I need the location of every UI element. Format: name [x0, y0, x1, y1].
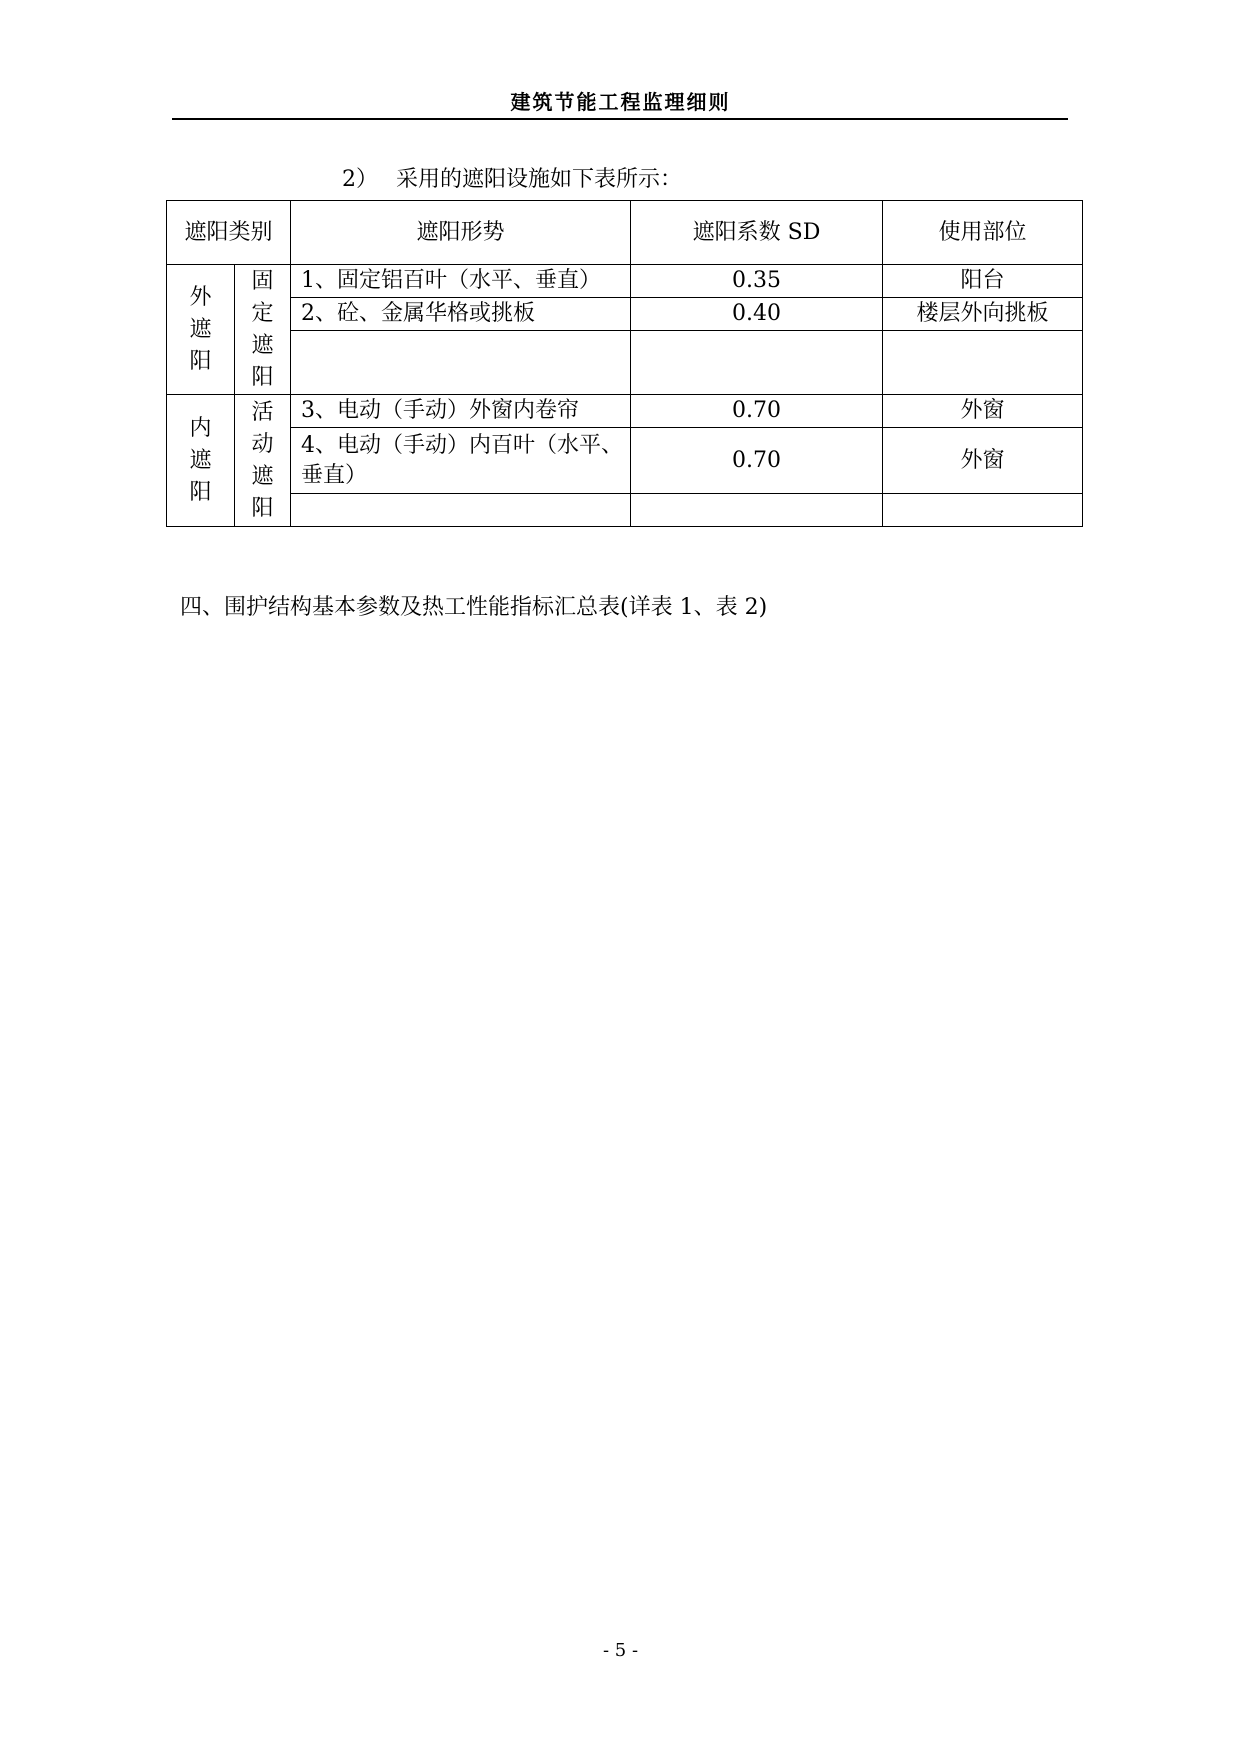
table-row	[167, 395, 1083, 428]
shading-table	[166, 200, 1083, 527]
page-number: - 5 -	[602, 1640, 639, 1661]
header-cell-sd: 遮阳系数 SD	[631, 201, 883, 265]
location-cell: 楼层外向挑板	[883, 298, 1083, 331]
location-cell: 外窗	[883, 428, 1083, 494]
header-cell-form: 遮阳形势	[291, 201, 631, 265]
sd-cell: 0.70	[631, 395, 883, 428]
table-row	[167, 265, 1083, 298]
location-cell	[883, 494, 1083, 527]
section-heading: 四、围护结构基本参数及热工性能指标汇总表(详表 1、表 2)	[180, 595, 768, 620]
header-cell-category: 遮阳类别	[167, 201, 291, 265]
intro-number: 2）	[342, 167, 378, 192]
intro-text: 采用的遮阳设施如下表所示：	[396, 167, 683, 192]
form-cell: 4、电动（手动）内百叶（水平、垂直）	[291, 428, 631, 494]
form-cell	[291, 331, 631, 395]
vertical-text: 活 动 遮 阳	[251, 399, 274, 521]
location-cell: 阳台	[883, 265, 1083, 298]
header-divider	[172, 118, 1068, 120]
vertical-text: 外 遮 阳	[189, 284, 212, 374]
form-cell: 2、砼、金属华格或挑板	[291, 298, 631, 331]
sd-cell	[631, 494, 883, 527]
vertical-text: 固 定 遮 阳	[251, 268, 274, 390]
table-row	[167, 298, 1083, 331]
category-cell-interior	[167, 395, 235, 527]
sd-cell: 0.40	[631, 298, 883, 331]
location-cell: 外窗	[883, 395, 1083, 428]
header-cell-location: 使用部位	[883, 201, 1083, 265]
subcategory-cell-fixed	[235, 265, 291, 395]
table-row	[167, 428, 1083, 494]
subcategory-cell-movable	[235, 395, 291, 527]
table-row	[167, 494, 1083, 527]
form-cell: 3、电动（手动）外窗内卷帘	[291, 395, 631, 428]
sd-cell	[631, 331, 883, 395]
intro-line	[342, 162, 682, 193]
form-cell	[291, 494, 631, 527]
category-cell-exterior	[167, 265, 235, 395]
sd-cell: 0.35	[631, 265, 883, 298]
form-cell: 1、固定铝百叶（水平、垂直）	[291, 265, 631, 298]
document-header-title: 建筑节能工程监理细则	[510, 90, 731, 114]
sd-cell: 0.70	[631, 428, 883, 494]
table-header-row	[167, 201, 1083, 265]
table-row	[167, 331, 1083, 395]
location-cell	[883, 331, 1083, 395]
vertical-text: 内 遮 阳	[189, 415, 212, 505]
